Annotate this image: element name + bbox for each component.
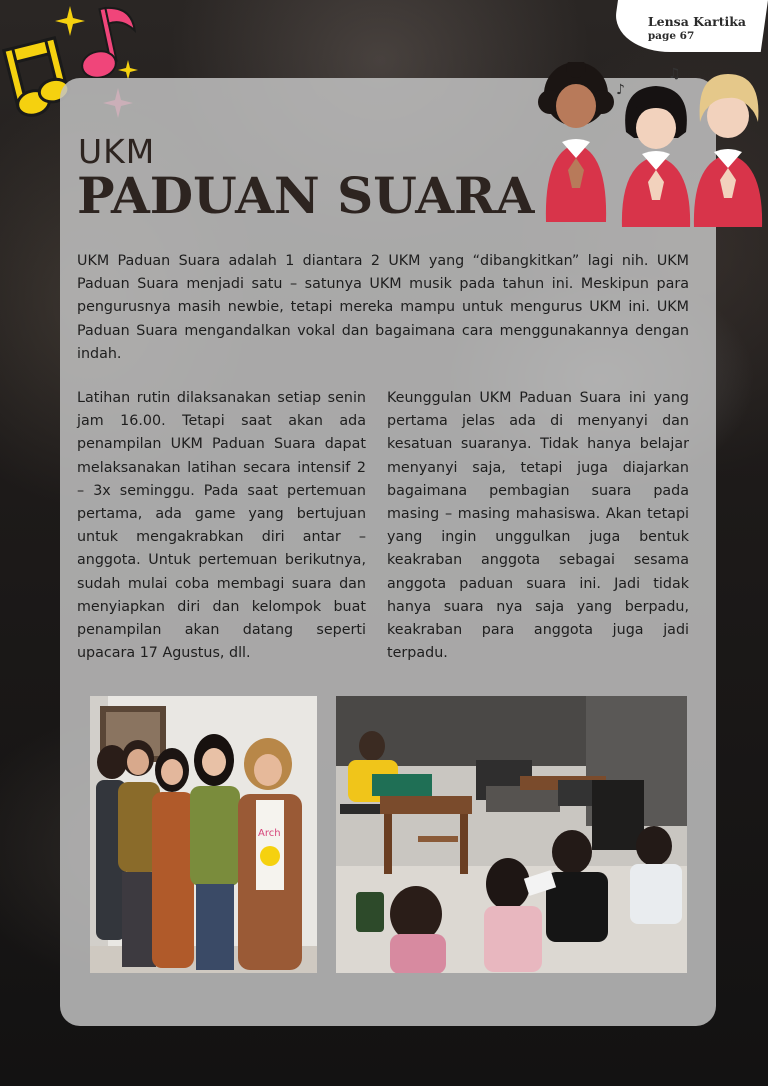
members-group-photo bbox=[90, 696, 317, 973]
svg-text:♫: ♫ bbox=[668, 66, 681, 82]
magazine-name: Lensa Kartika bbox=[647, 14, 746, 29]
intro-paragraph: UKM Paduan Suara adalah 1 diantara 2 UKM yang “dibangkitkan” lagi nih. UKM Paduan Suara menjadi satu – satunya UKM musik pada tahun ini. Meskipun para pengurusnya masih newbie, tetapi mereka mampu untuk mengurus UKM ini. UKM Paduan Suara mengandalkan vokal dan bagaimana cara menggunakannya dengan indah. bbox=[77, 253, 689, 362]
title-small: UKM bbox=[78, 132, 156, 171]
shirt-text: Arch bbox=[258, 828, 281, 839]
sparkle-icon bbox=[55, 6, 85, 36]
sparkle-icon bbox=[118, 60, 138, 80]
svg-text:♪: ♪ bbox=[616, 82, 625, 98]
right-column-text: Keunggulan UKM Paduan Suara ini yang pertama jelas ada di menyanyi dan kesatuan suaranya. Tidak hanya belajar menyanyi saja, tetapi juga diajarkan bagaimana pembagian suara pada masing – masing mahasiswa. Akan tetapi yang ingin unggulkan juga bentuk keakraban anggota sebagai sesama anggota paduan suara ini. Jadi tidak hanya suara nya saja yang berpadu, keakraban para anggota juga jadi terpadu. bbox=[387, 390, 689, 662]
header-tag bbox=[648, 14, 746, 42]
page-title: PADUAN SUARA bbox=[77, 166, 535, 225]
left-column-text: Latihan rutin dilaksanakan setiap senin jam 16.00. Tetapi saat akan ada penampilan UKM Paduan Suara dapat melaksanakan latihan secara intensif 2 – 3x seminggu. Pada saat pertemuan pertama, ada game yang bertujuan untuk mengakrabkan diri antar – anggota. Untuk pertemuan berikutnya, sudah mulai coba membagi suara dan menyiapkan diri dan kelompok buat penampilan akan datang seperti upacara 17 Agustus, dll. bbox=[77, 390, 366, 662]
rehearsal-room-photo bbox=[336, 696, 687, 973]
page-number: page 67 bbox=[647, 30, 695, 42]
choir-singers-illustration bbox=[536, 62, 764, 227]
